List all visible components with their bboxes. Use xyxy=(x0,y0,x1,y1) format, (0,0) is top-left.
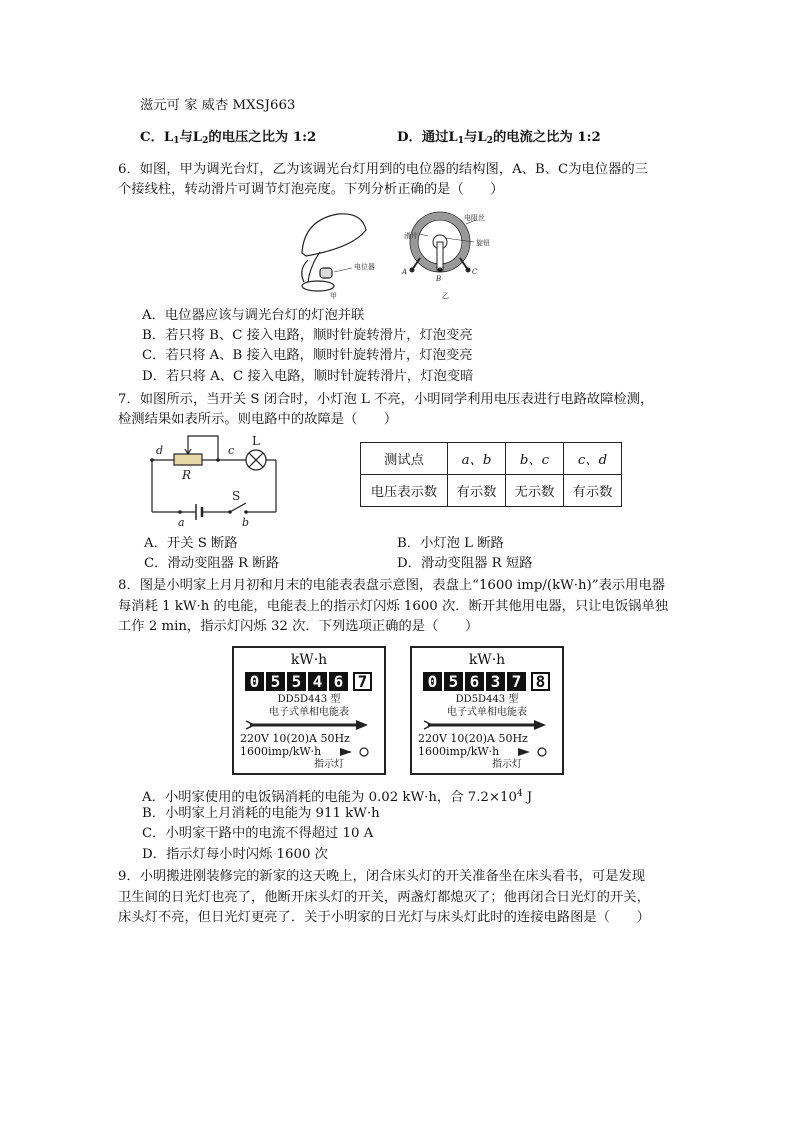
table-row xyxy=(361,475,622,507)
table-row xyxy=(361,443,622,475)
meter-digit: 3 xyxy=(486,672,505,691)
q7-stem-line1: 7．如图所示，当开关 S 闭合时，小灯泡 L 不亮，小明同学利用电压表进行电路故障检测， xyxy=(118,392,654,407)
q6-option-b[interactable]: B．若只将 B、C 接入电路，顺时针旋转滑片，灯泡变亮 xyxy=(142,328,473,343)
q8-option-b[interactable]: B．小明家上月消耗的电能为 911 kW·h xyxy=(142,806,380,821)
q7-option-d[interactable]: D．滑动变阻器 R 短路 xyxy=(397,556,533,571)
meter-unit: kW·h xyxy=(468,652,506,668)
desk-lamp-illustration xyxy=(302,214,366,291)
label-jia: 甲 xyxy=(330,292,337,300)
switch-symbol xyxy=(230,503,246,512)
header-text: 滋元可 家 威杏 MXSJ663 xyxy=(140,98,296,113)
meter-spec: 220V 10(20)A 50Hz xyxy=(418,732,528,745)
q8-option-a[interactable]: A．小明家使用的电饭锅消耗的电能为 0.02 kW·h，合 $7.2\times 10^4$ J xyxy=(142,789,533,805)
q6-option-a[interactable]: A．电位器应该与调光台灯的灯泡并联 xyxy=(142,308,365,323)
switch-s-label: S xyxy=(232,489,241,503)
meter-unit: kW·h xyxy=(290,652,328,668)
table-cell: 无示数 xyxy=(506,475,564,507)
q8-stem-line1: 8．图是小明家上月月初和月末的电能表表盘示意图，表盘上“1600 imp/(kW·h)”表示用电器 xyxy=(118,578,666,593)
meter-rate: 1600imp/kW·h xyxy=(418,745,500,758)
q7-option-b[interactable]: B．小灯泡 L 断路 xyxy=(397,536,504,551)
q6-figure xyxy=(290,208,530,300)
table-header-cell: c、d xyxy=(564,443,622,475)
meter-digit: 5 xyxy=(287,672,306,691)
point-a-label: a xyxy=(178,516,185,529)
indicator-light-icon xyxy=(338,746,374,758)
table-cell: 有示数 xyxy=(564,475,622,507)
q6-option-c[interactable]: C．若只将 A、B 接入电路，顺时针旋转滑片，灯泡变亮 xyxy=(142,348,473,363)
q7-test-table xyxy=(360,442,622,507)
q8-stem-line3: 工作 2 min，指示灯闪烁 32 次．下列选项正确的是（ ） xyxy=(118,619,479,634)
rheostat-symbol xyxy=(174,454,202,465)
point-b-label: b xyxy=(242,516,250,529)
energy-meter-end xyxy=(410,646,564,775)
q5-option-c[interactable]: C．$L_1$与$L_2$的电压之比为 1:2 xyxy=(140,130,317,146)
label-potentiometer: 电位器 xyxy=(354,263,375,271)
q8-option-d[interactable]: D．指示灯每小时闪烁 1600 次 xyxy=(142,847,328,862)
meter-digit: 0 xyxy=(245,672,264,691)
indicator-light-icon xyxy=(516,746,552,758)
q5-option-d[interactable]: D．通过$L_1$与$L_2$的电流之比为 1:2 xyxy=(397,130,601,146)
meter-digit: 5 xyxy=(444,672,463,691)
table-header-cell: b、c xyxy=(506,443,564,475)
meter-arrow-icon xyxy=(422,719,552,731)
meter-digit: 6 xyxy=(329,672,348,691)
meter-name: 电子式单相电能表 xyxy=(269,707,349,718)
meter-indicator-label: 指示灯 xyxy=(492,759,522,770)
meter-decimal-digit: 8 xyxy=(531,672,550,691)
table-header-cell: a、b xyxy=(448,443,506,475)
label-slider: 滑片 xyxy=(404,232,418,240)
terminal-c-label: C xyxy=(472,268,478,276)
q6-stem-line1: 6．如图，甲为调光台灯，乙为该调光台灯用到的电位器的结构图，A、B、C为电位器的三 xyxy=(118,162,648,177)
meter-indicator-label: 指示灯 xyxy=(314,759,344,770)
meter-spec: 220V 10(20)A 50Hz xyxy=(240,732,350,745)
q7-stem-line2: 检测结果如表所示。则电路中的故障是（ ） xyxy=(118,412,398,427)
q9-stem-line3: 床头灯不亮，但日光灯更亮了．关于小明家的日光灯与床头灯此时的连接电路图是（ ） xyxy=(118,910,650,925)
meter-reading xyxy=(245,672,372,691)
rheostat-r-label: R xyxy=(182,468,192,482)
meter-name: 电子式单相电能表 xyxy=(447,707,527,718)
meter-digit: 5 xyxy=(266,672,285,691)
meter-digit: 0 xyxy=(423,672,442,691)
q8-stem-line2: 每消耗 1 kW·h 的电能，电能表上的指示灯闪烁 1600 次．断开其他用电器，只让电饭锅单独 xyxy=(118,599,669,614)
q6-stem-line2: 个接线柱，转动滑片可调节灯泡亮度。下列分析正确的是（ ） xyxy=(118,182,504,197)
meter-decimal-digit: 7 xyxy=(353,672,372,691)
label-yi: 乙 xyxy=(442,292,449,300)
meter-rate: 1600imp/kW·h xyxy=(240,745,322,758)
terminal-a-label: A xyxy=(402,268,408,276)
meter-digit: 6 xyxy=(465,672,484,691)
table-header-cell: 测试点 xyxy=(361,443,448,475)
q8-option-c[interactable]: C．小明家干路中的电流不得超过 10 A xyxy=(142,826,374,841)
table-cell: 电压表示数 xyxy=(361,475,448,507)
meter-arrow-icon xyxy=(244,719,374,731)
q6-option-d[interactable]: D．若只将 A、C 接入电路，顺时针旋转滑片，灯泡变暗 xyxy=(142,369,474,384)
meter-digit: 7 xyxy=(507,672,526,691)
table-cell: 有示数 xyxy=(448,475,506,507)
lamp-l-label: L xyxy=(252,434,260,448)
meter-model: DD5D443 型 xyxy=(277,694,341,705)
point-c-label: c xyxy=(228,444,235,457)
meter-reading xyxy=(423,672,550,691)
energy-meter-start xyxy=(232,646,386,775)
label-resistance-wire: 电阻丝 xyxy=(464,214,485,222)
q9-stem-line1: 9．小明搬进刚装修完的新家的这天晚上，闭合床头灯的开关准备坐在床头看书，可是发现 xyxy=(118,869,646,884)
meter-model: DD5D443 型 xyxy=(455,694,519,705)
q7-option-c[interactable]: C．滑动变阻器 R 断路 xyxy=(144,556,280,571)
point-d-label: d xyxy=(156,444,164,457)
q7-option-a[interactable]: A．开关 S 断路 xyxy=(144,536,238,551)
q7-circuit-diagram xyxy=(146,432,286,530)
q9-stem-line2: 卫生间的日光灯也亮了，他断开床头灯的开关，两盏灯都熄灭了；他再闭合日光灯的开关， xyxy=(118,890,650,905)
label-knob: 旋钮 xyxy=(476,239,490,247)
meter-digit: 4 xyxy=(308,672,327,691)
terminal-b-label: B xyxy=(436,275,442,283)
